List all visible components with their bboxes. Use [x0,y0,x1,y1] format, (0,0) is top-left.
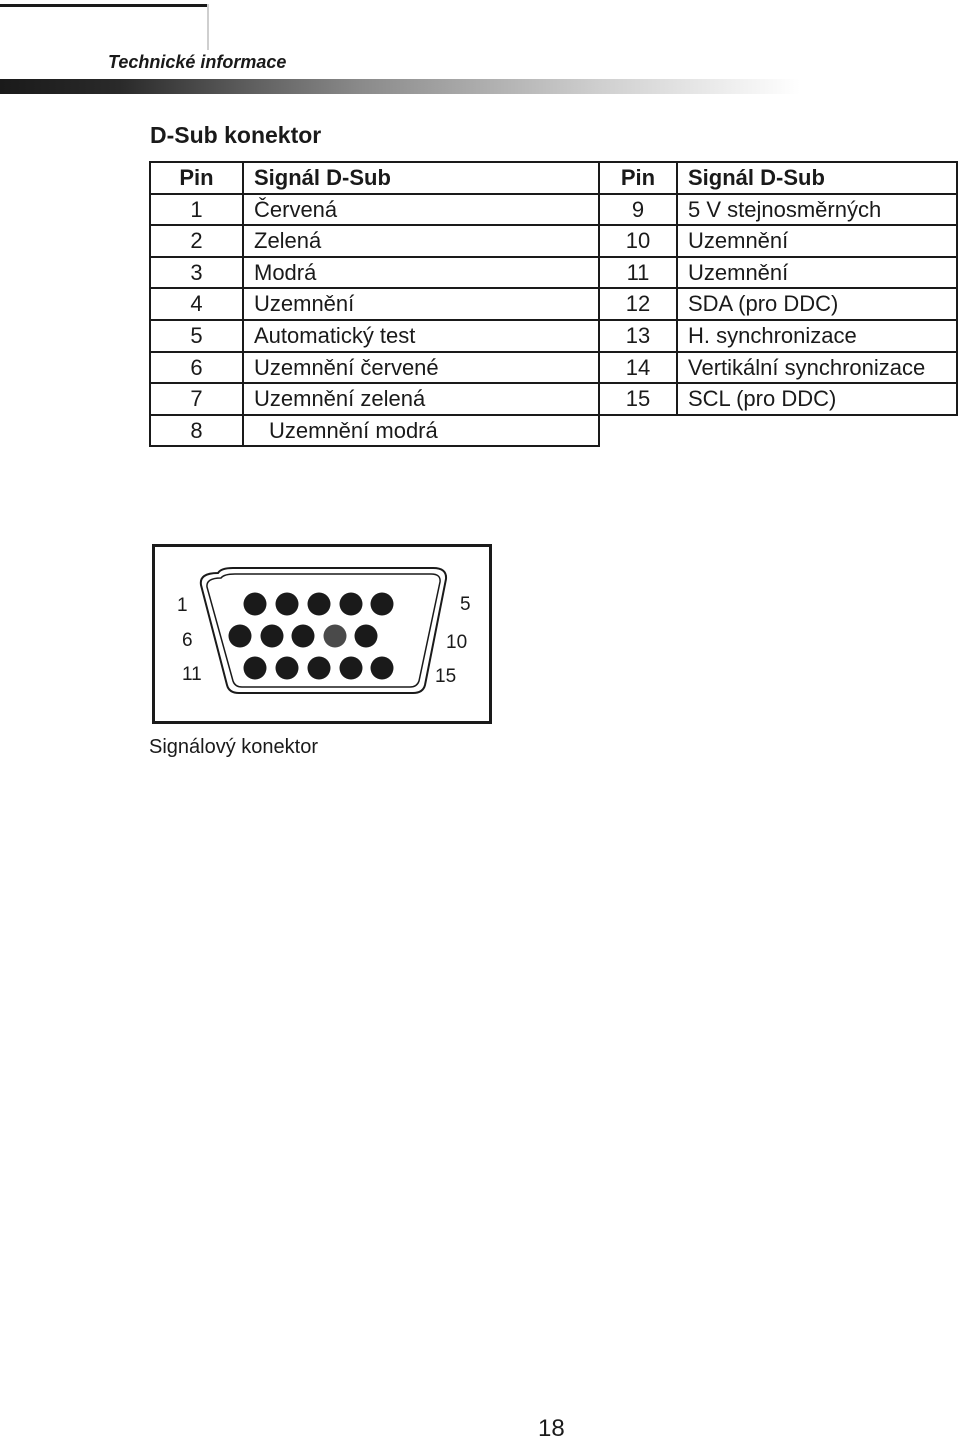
pin-number: 1 [150,194,243,226]
connector-pin-8 [292,625,315,648]
pin-number: 7 [150,383,243,415]
signal-name: Uzemnění červené [243,352,599,384]
header-gradient-bar [0,79,800,94]
pin-table [149,161,958,447]
pin-label-1: 1 [177,595,188,616]
header-signal-left: Signál D-Sub [243,162,599,194]
table-row [150,415,957,447]
signal-name: H. synchronizace [677,320,957,352]
table-row [150,383,957,415]
pin-label-15: 15 [435,666,457,687]
pin-number: 12 [599,288,677,320]
connector-pin-7 [261,625,284,648]
signal-name: Modrá [243,257,599,289]
table-row [150,225,957,257]
header-rule [0,4,208,7]
table-row [150,288,957,320]
table-header-row [150,162,957,194]
connector-pin-9 [324,625,347,648]
signal-name: Vertikální synchronizace [677,352,957,384]
connector-pin-5 [371,593,394,616]
pin-number: 15 [599,383,677,415]
connector-pins [229,593,394,680]
pin-number: 5 [150,320,243,352]
table-row [150,257,957,289]
pin-number: 14 [599,352,677,384]
pin-number: 6 [150,352,243,384]
signal-name: Červená [243,194,599,226]
header-section-title: Technické informace [108,52,287,72]
signal-name: Automatický test [243,320,599,352]
pin-number: 2 [150,225,243,257]
signal-name: Uzemnění zelená [243,383,599,415]
pin-number: 3 [150,257,243,289]
connector-pin-14 [340,657,363,680]
table-row [150,194,957,226]
signal-name: Zelená [243,225,599,257]
connector-pin-15 [371,657,394,680]
figure-caption: Signálový konektor [149,736,318,758]
signal-name: SCL (pro DDC) [677,383,957,415]
pin-number: 9 [599,194,677,226]
connector-figure [152,544,492,724]
empty-cell [599,415,957,447]
page-number: 18 [538,1415,565,1442]
table-row [150,352,957,384]
connector-pin-12 [276,657,299,680]
pin-number: 8 [150,415,243,447]
table-row [150,320,957,352]
signal-name: 5 V stejnosměrných [677,194,957,226]
signal-name: Uzemnění [243,288,599,320]
signal-name: SDA (pro DDC) [677,288,957,320]
connector-pin-11 [244,657,267,680]
signal-name: Uzemnění modrá [243,415,599,447]
connector-pin-13 [308,657,331,680]
section-title: D-Sub konektor [150,122,322,148]
header-divider [207,4,209,50]
connector-pin-4 [340,593,363,616]
header-signal-right: Signál D-Sub [677,162,957,194]
header-pin-right: Pin [599,162,677,194]
connector-pin-3 [308,593,331,616]
pin-label-5: 5 [460,594,471,615]
vga-connector-diagram [155,547,489,721]
pin-number: 10 [599,225,677,257]
signal-name: Uzemnění [677,257,957,289]
pin-label-6: 6 [182,630,193,651]
header-pin-left: Pin [150,162,243,194]
pin-number: 4 [150,288,243,320]
signal-name: Uzemnění [677,225,957,257]
connector-pin-1 [244,593,267,616]
pin-label-11: 11 [182,664,202,685]
pin-label-10: 10 [446,632,468,653]
pin-number: 13 [599,320,677,352]
pin-number: 11 [599,257,677,289]
connector-pin-2 [276,593,299,616]
connector-pin-10 [355,625,378,648]
connector-pin-6 [229,625,252,648]
